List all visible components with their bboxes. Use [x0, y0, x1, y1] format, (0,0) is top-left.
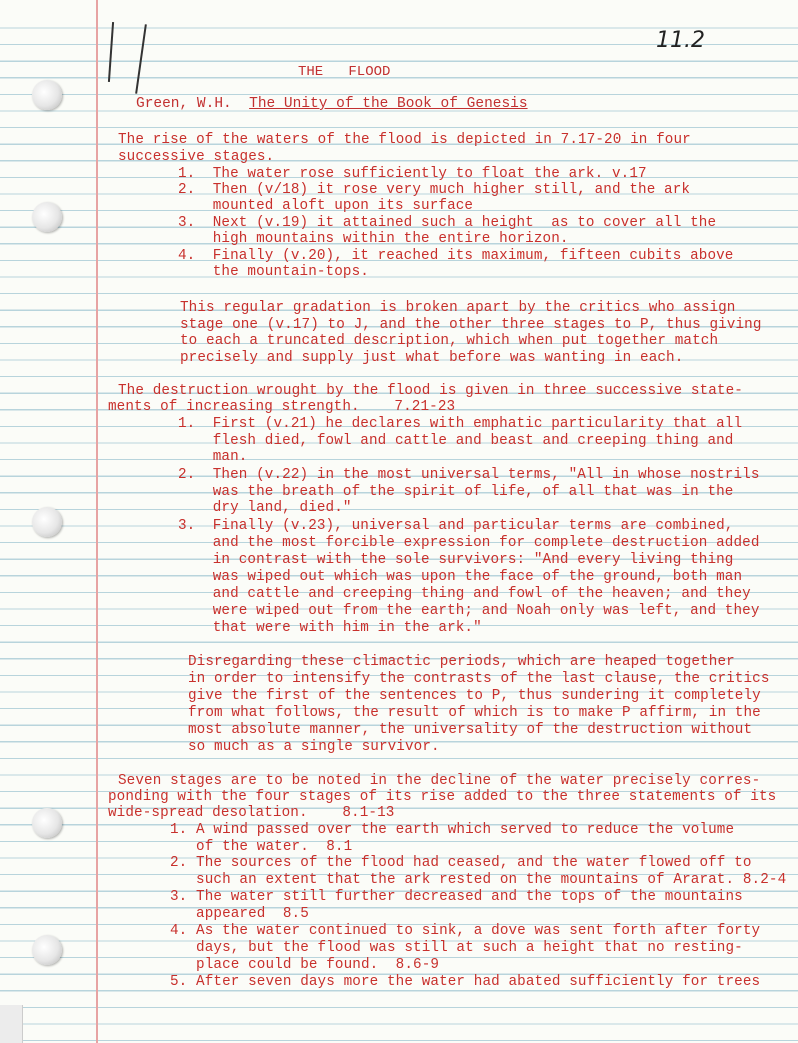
margin-line [96, 0, 98, 1043]
p2-item-line: man. [178, 449, 248, 465]
p2-item-line: that were with him in the ark." [178, 620, 482, 636]
p2-item-line: in contrast with the sole survivors: "And every living thing [178, 552, 734, 568]
source-author: Green, W.H. [136, 96, 232, 112]
p3-intro-line: Seven stages are to be noted in the decline of the water precisely corres- [118, 773, 761, 789]
p3-item-line: 2. The sources of the flood had ceased, and the water flowed off to [170, 855, 752, 871]
p2-comment-line: give the first of the sentences to P, thus sundering it completely [188, 688, 761, 704]
p1-item-line: 2. Then (v/18) it rose very much higher still, and the ark [178, 182, 691, 198]
p3-item-line: 4. As the water continued to sink, a dove was sent forth after forty [170, 923, 761, 939]
p2-item-line: dry land, died." [178, 500, 352, 516]
punch-hole [32, 202, 62, 232]
p1-comment-line: to each a truncated description, which when put together match [180, 333, 719, 349]
p2-intro-line: ments of increasing strength. 7.21-23 [108, 399, 456, 415]
p3-item-line: place could be found. 8.6-9 [170, 957, 440, 973]
p1-item-line: 3. Next (v.19) it attained such a height as to cover all the [178, 215, 717, 231]
punch-hole [32, 80, 62, 110]
p2-comment-line: most absolute manner, the universality of the destruction without [188, 722, 753, 738]
p3-item-line: days, but the flood was still at such a height that no resting- [170, 940, 743, 956]
p2-item-line: 3. Finally (v.23), universal and particular terms are combined, [178, 518, 734, 534]
p1-intro-line: The rise of the waters of the flood is depicted in 7.17-20 in four [118, 132, 691, 148]
p2-item-line: and cattle and creeping thing and fowl of the heaven; and they [178, 586, 751, 602]
p1-item-line: the mountain-tops. [178, 264, 369, 280]
p3-item-line: appeared 8.5 [170, 906, 309, 922]
p2-item-line: was the breath of the spirit of life, of all that was in the [178, 484, 734, 500]
p3-item-line: 5. After seven days more the water had abated sufficiently for trees [170, 974, 761, 990]
punch-hole [32, 808, 62, 838]
p3-intro-line: ponding with the four stages of its rise added to the three statements of its [108, 789, 777, 805]
p2-item-line: were wiped out from the earth; and Noah only was left, and they [178, 603, 760, 619]
p3-item-line: 3. The water still further decreased and the tops of the mountains [170, 889, 743, 905]
p1-item-line: 1. The water rose sufficiently to float the ark. v.17 [178, 166, 647, 182]
p2-item-line: and the most forcible expression for complete destruction added [178, 535, 760, 551]
p3-item-line: of the water. 8.1 [170, 839, 353, 855]
p2-comment-line: so much as a single survivor. [188, 739, 440, 755]
source-book: The Unity of the Book of Genesis [249, 96, 528, 112]
p1-comment-line: stage one (v.17) to J, and the other three stages to P, thus giving [180, 317, 762, 333]
p2-comment-line: Disregarding these climactic periods, which are heaped together [188, 654, 735, 670]
p3-intro-line: wide-spread desolation. 8.1-13 [108, 805, 395, 821]
punch-hole [32, 507, 62, 537]
p2-item-line: was wiped out which was upon the face of the ground, both man [178, 569, 743, 585]
source-citation [136, 96, 528, 112]
p2-comment-line: from what follows, the result of which is to make P affirm, in the [188, 705, 761, 721]
p2-intro-line: The destruction wrought by the flood is given in three successive state- [118, 383, 743, 399]
pen-mark [135, 24, 147, 94]
p2-item-line: 1. First (v.21) he declares with emphatic particularity that all [178, 416, 743, 432]
p1-item-line: 4. Finally (v.20), it reached its maximum, fifteen cubits above [178, 248, 734, 264]
p3-item-line: 1. A wind passed over the earth which served to reduce the volume [170, 822, 735, 838]
p2-comment-line: in order to intensify the contrasts of the last clause, the critics [188, 671, 770, 687]
p2-item-line: 2. Then (v.22) in the most universal terms, "All in whose nostrils [178, 467, 760, 483]
page-title: THE FLOOD [298, 64, 391, 80]
p3-item-line: such an extent that the ark rested on the mountains of Ararat. 8.2-4 [170, 872, 787, 888]
p2-item-line: flesh died, fowl and cattle and beast and creeping thing and [178, 433, 734, 449]
p1-item-line: mounted aloft upon its surface [178, 198, 474, 214]
pen-mark [108, 22, 114, 82]
page-number: 11.2 [656, 28, 705, 53]
punch-hole [32, 935, 62, 965]
p1-comment-line: precisely and supply just what before was wanting in each. [180, 350, 684, 366]
p1-comment-line: This regular gradation is broken apart by the critics who assign [180, 300, 736, 316]
p1-intro-line: successive stages. [118, 149, 275, 165]
torn-corner [0, 1005, 23, 1043]
p1-item-line: high mountains within the entire horizon. [178, 231, 569, 247]
